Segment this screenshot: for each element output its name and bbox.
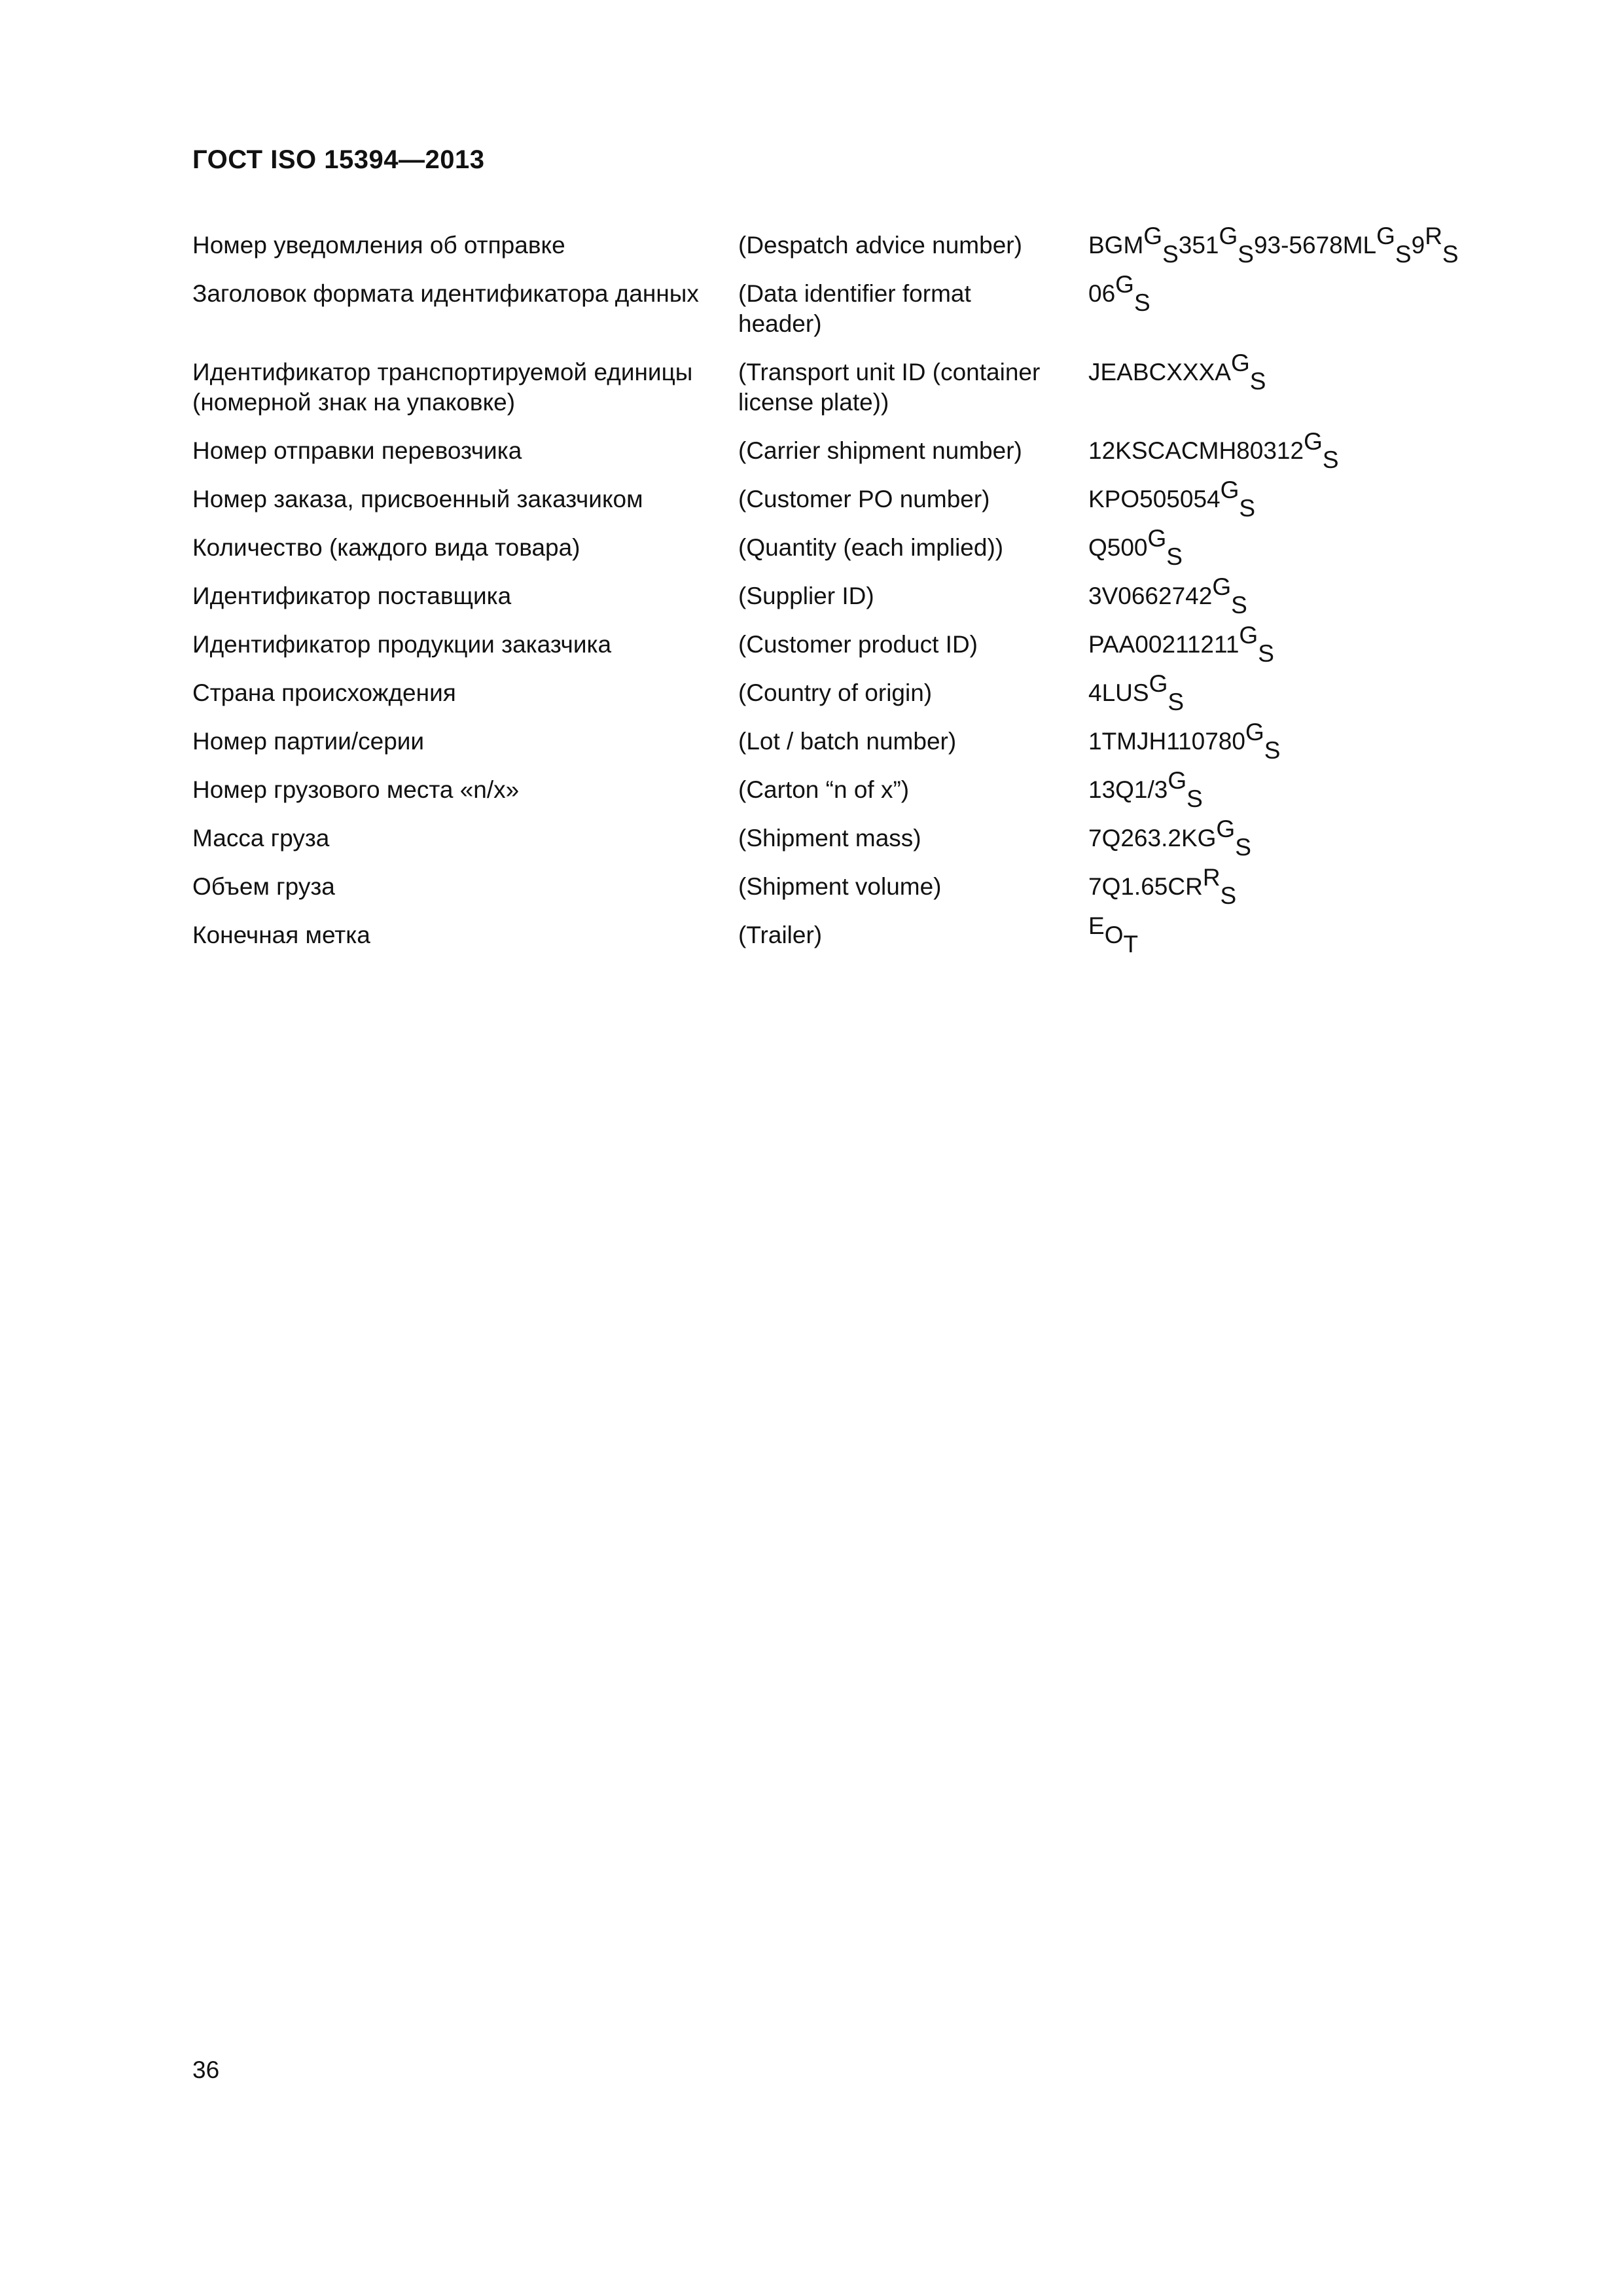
code-text: 1TMJH110780 [1088, 728, 1245, 755]
russian-name-line: Конечная метка [192, 922, 370, 948]
code-text: Q500 [1088, 534, 1148, 561]
encoded-data-cell [1088, 670, 1501, 715]
encoded-data-cell [1088, 428, 1501, 473]
control-char-part: G [1304, 428, 1323, 455]
encoded-data-cell [1088, 767, 1501, 812]
russian-name-cell [192, 230, 738, 260]
english-name-cell [738, 533, 1088, 563]
russian-name-cell [192, 872, 738, 902]
russian-name-line: Номер заказа, присвоенный заказчиком [192, 486, 643, 512]
table-row [192, 573, 1501, 630]
control-char-part: G [1216, 816, 1236, 842]
english-name-line: (Customer PO number) [738, 486, 990, 512]
control-char-part: S [1442, 241, 1459, 268]
control-char-part: R [1202, 864, 1221, 891]
code-text: 3V0662742 [1088, 583, 1213, 609]
russian-name-line: Идентификатор поставщика [192, 583, 512, 609]
table-row [192, 476, 1501, 533]
document-header: ГОСТ ISO 15394—2013 [192, 145, 485, 174]
english-name-line: (Shipment volume) [738, 873, 942, 900]
english-name-cell [738, 775, 1088, 805]
control-char-part: S [1220, 882, 1237, 909]
control-char-part: S [1395, 241, 1412, 268]
english-name-line: (Shipment mass) [738, 825, 921, 852]
control-char-part: S [1235, 834, 1251, 861]
english-name-line: (Supplier ID) [738, 583, 874, 609]
code-text: 13Q1/3 [1088, 776, 1168, 803]
english-name-line: (Transport unit ID (container [738, 359, 1041, 386]
english-name-cell [738, 436, 1088, 466]
code-text: BGM [1088, 232, 1144, 259]
english-name-cell [738, 726, 1088, 757]
russian-name-line: Идентификатор транспортируемой единицы [192, 359, 693, 386]
control-char-part: G [1115, 271, 1134, 298]
russian-name-cell [192, 279, 738, 309]
code-text: 06 [1088, 280, 1116, 307]
control-char-part: T [1123, 931, 1139, 958]
english-name-line: license plate)) [738, 389, 889, 416]
russian-name-line: Номер партии/серии [192, 728, 425, 755]
code-text: KPO505054 [1088, 486, 1221, 512]
russian-name-cell [192, 630, 738, 660]
english-name-cell [738, 484, 1088, 514]
control-char-part: G [1245, 719, 1264, 745]
code-text: 93-5678ML [1253, 232, 1377, 259]
russian-name-cell [192, 678, 738, 708]
control-char-part: G [1239, 622, 1258, 649]
russian-name-line: Количество (каждого вида товара) [192, 534, 580, 561]
table-row [192, 670, 1501, 726]
russian-name-line: (номерной знак на упаковке) [192, 389, 516, 416]
control-char-part: S [1133, 289, 1150, 316]
encoded-data-cell [1088, 719, 1501, 764]
encoded-data-cell [1088, 573, 1501, 619]
encoded-data-cell [1088, 350, 1501, 395]
code-text: 7Q1.65CR [1088, 873, 1203, 900]
table-row [192, 622, 1501, 678]
encoded-data-cell [1088, 912, 1501, 958]
russian-name-cell [192, 357, 738, 418]
control-char-part: G [1219, 223, 1238, 249]
english-name-line: (Despatch advice number) [738, 232, 1022, 259]
encoded-data-cell [1088, 622, 1501, 667]
english-name-cell [738, 230, 1088, 260]
control-char-part: E [1088, 912, 1105, 939]
table-row [192, 223, 1501, 279]
russian-name-line: Номер уведомления об отправке [192, 232, 565, 259]
table-row [192, 428, 1501, 484]
code-text: 351 [1178, 232, 1219, 259]
control-char-part: G [1230, 350, 1250, 376]
control-char-part: S [1239, 495, 1256, 522]
english-name-line: (Quantity (each implied)) [738, 534, 1004, 561]
english-name-line: (Data identifier format [738, 280, 971, 307]
table-row [192, 525, 1501, 581]
control-char-part: G [1147, 525, 1167, 552]
encoded-data-cell [1088, 864, 1501, 909]
english-name-cell [738, 872, 1088, 902]
control-char-part: S [1322, 446, 1339, 473]
control-char-part: S [1186, 785, 1203, 812]
page-number: 36 [192, 2056, 220, 2083]
english-name-cell [738, 357, 1088, 418]
english-name-cell [738, 823, 1088, 853]
english-name-line: (Customer product ID) [738, 631, 978, 658]
english-name-line: (Carton “n of x”) [738, 776, 910, 803]
russian-name-line: Номер отправки перевозчика [192, 437, 522, 464]
russian-name-cell [192, 581, 738, 611]
russian-name-line: Страна происхождения [192, 679, 456, 706]
english-name-line: (Carrier shipment number) [738, 437, 1022, 464]
code-text: 4LUS [1088, 679, 1149, 706]
russian-name-cell [192, 775, 738, 805]
control-char-part: G [1212, 573, 1232, 600]
russian-name-line: Объем груза [192, 873, 335, 900]
control-char-part: S [1231, 592, 1247, 619]
russian-name-cell [192, 436, 738, 466]
control-char-part: G [1220, 476, 1240, 503]
english-name-cell [738, 678, 1088, 708]
russian-name-cell [192, 920, 738, 950]
encoded-data-cell [1088, 816, 1501, 861]
english-name-line: (Country of origin) [738, 679, 933, 706]
control-char-part: S [1238, 241, 1254, 268]
english-name-cell [738, 279, 1088, 339]
russian-name-line: Номер грузового места «n/x» [192, 776, 520, 803]
code-text: PAA00211211 [1088, 631, 1240, 658]
control-char-part: G [1376, 223, 1395, 249]
russian-name-cell [192, 533, 738, 563]
code-text: O [1104, 922, 1124, 948]
control-char-part: R [1425, 223, 1442, 249]
english-name-cell [738, 581, 1088, 611]
control-char-part: S [1166, 543, 1183, 570]
control-char-part: S [1258, 640, 1274, 667]
english-name-line: (Lot / batch number) [738, 728, 957, 755]
control-char-part: S [1168, 689, 1185, 715]
table-row [192, 767, 1501, 823]
encoded-data-cell [1088, 223, 1501, 268]
control-char-part: S [1249, 368, 1266, 395]
russian-name-line: Заголовок формата идентификатора данных [192, 280, 699, 307]
encoded-data-cell [1088, 476, 1501, 522]
table-row [192, 271, 1501, 357]
russian-name-line: Масса груза [192, 825, 330, 852]
english-name-line: header) [738, 310, 822, 337]
code-text: 9 [1411, 232, 1425, 259]
data-identifier-table [192, 223, 1501, 969]
english-name-line: (Trailer) [738, 922, 823, 948]
table-row [192, 719, 1501, 775]
russian-name-cell [192, 726, 738, 757]
code-text: 12KSCACMH80312 [1088, 437, 1304, 464]
control-char-part: G [1149, 670, 1168, 697]
english-name-cell [738, 920, 1088, 950]
table-row [192, 816, 1501, 872]
control-char-part: S [1162, 241, 1179, 268]
control-char-part: G [1143, 223, 1163, 249]
code-text: 7Q263.2KG [1088, 825, 1217, 852]
control-char-part: S [1264, 737, 1281, 764]
encoded-data-cell [1088, 271, 1501, 316]
english-name-cell [738, 630, 1088, 660]
code-text: JEABCXXXA [1088, 359, 1231, 386]
encoded-data-cell [1088, 525, 1501, 570]
table-row [192, 864, 1501, 920]
russian-name-line: Идентификатор продукции заказчика [192, 631, 612, 658]
russian-name-cell [192, 484, 738, 514]
control-char-part: G [1168, 767, 1187, 794]
russian-name-cell [192, 823, 738, 853]
table-row [192, 912, 1501, 969]
table-row [192, 350, 1501, 436]
